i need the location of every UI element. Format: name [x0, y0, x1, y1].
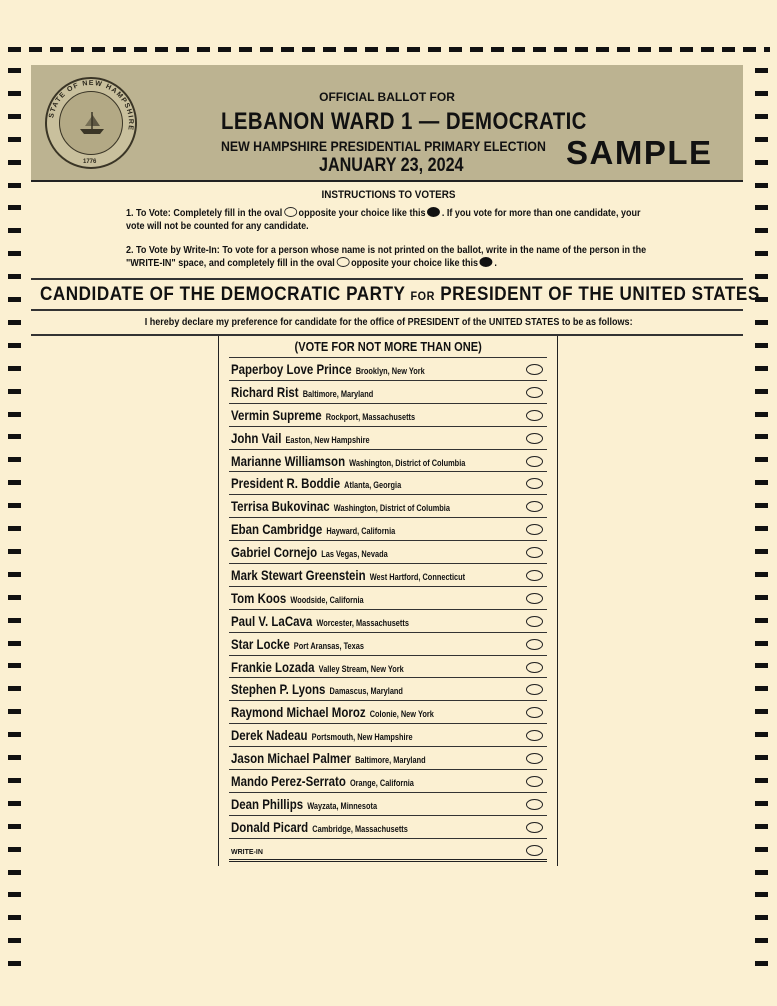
vote-oval[interactable] [526, 478, 543, 489]
left-timing-marks [8, 68, 22, 968]
timing-mark [755, 251, 768, 256]
timing-mark [755, 160, 768, 165]
top-timing-track [8, 47, 770, 52]
vote-oval[interactable] [526, 662, 543, 673]
candidate-name: Eban Cambridge [231, 521, 323, 538]
timing-mark [8, 641, 21, 646]
empty-oval-icon [284, 207, 297, 217]
candidate-row [229, 380, 547, 403]
contest-box [218, 336, 558, 866]
timing-mark [8, 343, 21, 348]
candidate-location: Cambridge, Massachusetts [312, 823, 408, 834]
candidate-name: Dean Phillips [231, 795, 304, 812]
candidate-location: Valley Stream, New York [318, 663, 404, 674]
candidate-location: Port Aransas, Texas [293, 640, 364, 651]
timing-mark [8, 801, 21, 806]
candidate-location: Orange, California [349, 778, 414, 789]
vote-oval[interactable] [526, 547, 543, 558]
candidate-name: Tom Koos [231, 589, 287, 606]
candidate-name: John Vail [231, 429, 282, 446]
candidate-row [229, 632, 547, 655]
timing-mark [8, 251, 21, 256]
candidate-location: Easton, New Hampshire [285, 434, 370, 445]
candidate-row [229, 517, 547, 540]
candidate-row [229, 609, 547, 632]
timing-mark [8, 847, 21, 852]
write-in-label: WRITE-IN [231, 848, 263, 856]
official-ballot-label: OFFICIAL BALLOT FOR [319, 90, 455, 104]
timing-mark [755, 801, 768, 806]
candidate-row [229, 586, 547, 609]
timing-mark [8, 961, 21, 966]
vote-oval[interactable] [526, 639, 543, 650]
timing-mark [755, 824, 768, 829]
svg-text:1776: 1776 [83, 159, 97, 165]
candidate-row [229, 471, 547, 494]
vote-oval[interactable] [526, 684, 543, 695]
candidate-name: President R. Boddie [231, 475, 341, 492]
timing-mark [8, 549, 21, 554]
instructions-title: INSTRUCTIONS TO VOTERS [321, 189, 456, 201]
candidate-location: Las Vegas, Nevada [321, 549, 388, 560]
candidate-name: Star Locke [231, 635, 290, 652]
timing-mark [755, 618, 768, 623]
candidate-location: Baltimore, Maryland [302, 388, 374, 399]
timing-mark [8, 915, 21, 920]
timing-mark [755, 503, 768, 508]
candidate-location: Brooklyn, New York [355, 366, 425, 376]
vote-oval[interactable] [526, 410, 543, 421]
candidate-row [229, 815, 547, 838]
svg-text:STATE OF NEW HAMPSHIRE: STATE OF NEW HAMPSHIRE [48, 79, 135, 132]
vote-oval[interactable] [526, 730, 543, 741]
vote-oval[interactable] [526, 524, 543, 535]
election-name: NEW HAMPSHIRE PRESIDENTIAL PRIMARY ELECTION [221, 138, 546, 154]
vote-oval[interactable] [526, 753, 543, 764]
right-timing-marks [755, 68, 769, 968]
candidate-location: Washington, District of Columbia [349, 457, 466, 468]
filled-oval-icon [427, 207, 440, 217]
candidate-name: Raymond Michael Moroz [231, 704, 366, 721]
timing-mark [755, 892, 768, 897]
timing-mark [755, 228, 768, 233]
timing-mark [755, 91, 768, 96]
timing-mark [755, 457, 768, 462]
candidate-location: Baltimore, Maryland [355, 755, 426, 766]
vote-oval[interactable] [526, 364, 543, 375]
timing-mark [755, 663, 768, 668]
timing-mark [755, 274, 768, 279]
empty-oval-icon [336, 257, 349, 267]
candidate-location: Atlanta, Georgia [344, 480, 402, 491]
vote-oval[interactable] [526, 707, 543, 718]
vote-oval[interactable] [526, 433, 543, 444]
vote-oval[interactable] [526, 570, 543, 581]
candidate-name: Gabriel Cornejo [231, 544, 318, 561]
vote-oval[interactable] [526, 822, 543, 833]
vote-oval[interactable] [526, 387, 543, 398]
vote-oval[interactable] [526, 593, 543, 604]
candidate-row [229, 792, 547, 815]
timing-mark [8, 274, 21, 279]
divider [31, 278, 743, 280]
timing-mark [755, 137, 768, 142]
timing-mark [8, 68, 21, 73]
candidate-row [229, 723, 547, 746]
candidate-location: Worcester, Massachusetts [316, 617, 409, 628]
race-title: CANDIDATE OF THE DEMOCRATIC PARTY FOR PRESIDENT OF THE UNITED STATES [39, 284, 760, 305]
timing-mark [755, 755, 768, 760]
divider [31, 309, 743, 311]
candidate-location: Hayward, California [326, 526, 396, 537]
timing-mark [8, 732, 21, 737]
vote-oval[interactable] [526, 845, 543, 856]
sample-stamp: SAMPLE [566, 134, 713, 171]
candidate-row [229, 677, 547, 700]
timing-mark [755, 938, 768, 943]
candidate-name: Marianne Williamson [231, 452, 346, 469]
timing-mark [755, 389, 768, 394]
timing-mark [755, 709, 768, 714]
timing-mark [755, 114, 768, 119]
timing-mark [755, 778, 768, 783]
candidate-location: Portsmouth, New Hampshire [311, 732, 413, 743]
instruction-2: 2. To Vote by Write-In: To vote for a person whose name is not printed on the ballot, write in the name of the person in the "WRITE-IN" space, and completely fill in the oval opposite your choice like this . [126, 244, 647, 269]
timing-mark [755, 572, 768, 577]
write-in-row[interactable] [229, 838, 547, 862]
timing-mark [8, 755, 21, 760]
timing-mark [755, 434, 768, 439]
timing-mark [755, 549, 768, 554]
timing-mark [755, 183, 768, 188]
timing-mark [8, 778, 21, 783]
candidate-name: Jason Michael Palmer [231, 750, 351, 767]
vote-oval[interactable] [526, 456, 543, 467]
candidate-row [229, 769, 547, 792]
candidate-name: Donald Picard [231, 818, 309, 835]
timing-mark [8, 137, 21, 142]
timing-mark [8, 412, 21, 417]
candidate-location: Damascus, Maryland [329, 686, 403, 697]
candidate-row [229, 700, 547, 723]
candidate-location: Woodside, California [290, 594, 364, 605]
timing-mark [755, 732, 768, 737]
timing-mark [8, 892, 21, 897]
candidate-list [229, 357, 547, 862]
ward-party-title: LEBANON WARD 1 — DEMOCRATIC [221, 108, 587, 135]
timing-mark [8, 572, 21, 577]
candidate-row [229, 494, 547, 517]
candidate-name: Mark Stewart Greenstein [231, 567, 366, 584]
timing-mark [8, 595, 21, 600]
timing-mark [755, 480, 768, 485]
race-declaration: I hereby declare my preference for candidate for the office of PRESIDENT of the UNITED STATES to be as follows: [144, 316, 633, 328]
candidate-name: Paperboy Love Prince [231, 361, 352, 377]
candidate-location: Colonie, New York [369, 709, 434, 720]
timing-mark [8, 366, 21, 371]
timing-mark [755, 641, 768, 646]
timing-mark [755, 686, 768, 691]
timing-mark [8, 434, 21, 439]
candidate-row [229, 357, 547, 380]
candidate-name: Stephen P. Lyons [231, 681, 326, 698]
candidate-location: Rockport, Massachusetts [325, 411, 416, 422]
candidate-name: Terrisa Bukovinac [231, 498, 330, 515]
timing-mark [8, 938, 21, 943]
election-date: JANUARY 23, 2024 [319, 155, 464, 176]
timing-mark [8, 618, 21, 623]
instruction-1: 1. To Vote: Completely fill in the oval opposite your choice like this . If you vote for more than one candidate, your vote will not be counted for any candidate. [126, 207, 641, 232]
candidate-row [229, 746, 547, 769]
timing-mark [8, 686, 21, 691]
timing-mark [755, 205, 768, 210]
timing-mark [8, 709, 21, 714]
timing-mark [8, 205, 21, 210]
candidate-location: Washington, District of Columbia [333, 503, 450, 514]
timing-mark [8, 457, 21, 462]
timing-mark [8, 114, 21, 119]
candidate-row [229, 403, 547, 426]
vote-oval[interactable] [526, 501, 543, 512]
vote-oval[interactable] [526, 799, 543, 810]
vote-oval[interactable] [526, 616, 543, 627]
candidate-name: Richard Rist [231, 383, 299, 400]
timing-mark [8, 870, 21, 875]
timing-mark [8, 228, 21, 233]
candidate-location: West Hartford, Connecticut [369, 572, 466, 583]
candidate-row [229, 563, 547, 586]
timing-mark [8, 389, 21, 394]
timing-mark [8, 183, 21, 188]
timing-mark [755, 847, 768, 852]
timing-mark [8, 503, 21, 508]
vote-oval[interactable] [526, 776, 543, 787]
timing-mark [755, 961, 768, 966]
timing-mark [8, 663, 21, 668]
timing-mark [8, 160, 21, 165]
candidate-name: Paul V. LaCava [231, 612, 313, 629]
candidate-row [229, 426, 547, 449]
timing-mark [755, 68, 768, 73]
timing-mark [8, 91, 21, 96]
timing-mark [755, 595, 768, 600]
timing-mark [8, 480, 21, 485]
ballot-header [31, 65, 743, 182]
candidate-row [229, 655, 547, 678]
timing-mark [755, 412, 768, 417]
timing-mark [755, 870, 768, 875]
candidate-row [229, 449, 547, 472]
candidate-row [229, 540, 547, 563]
candidate-name: Mando Perez-Serrato [231, 773, 346, 790]
vote-for-instruction: (VOTE FOR NOT MORE THAN ONE) [294, 339, 482, 354]
timing-mark [755, 915, 768, 920]
candidate-name: Derek Nadeau [231, 727, 308, 744]
timing-mark [755, 366, 768, 371]
candidate-location: Wayzata, Minnesota [307, 800, 378, 811]
timing-mark [755, 343, 768, 348]
filled-oval-icon [480, 257, 493, 267]
timing-mark [8, 526, 21, 531]
candidate-name: Frankie Lozada [231, 658, 315, 675]
timing-mark [8, 824, 21, 829]
candidate-name: Vermin Supreme [231, 406, 322, 423]
timing-mark [755, 526, 768, 531]
